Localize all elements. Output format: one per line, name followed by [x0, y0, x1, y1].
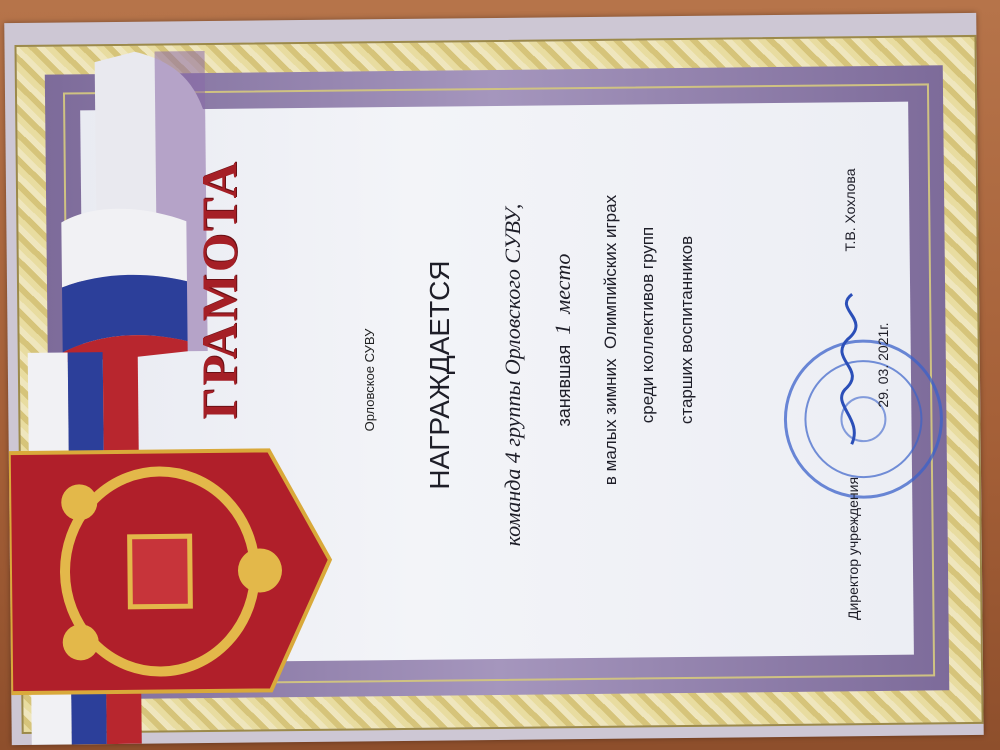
coat-of-arms-emblem [9, 440, 342, 733]
awarded-label: НАГРАЖДАЕТСЯ [424, 260, 455, 490]
award-date: 29. 03. 2021г. [875, 322, 891, 408]
eagle-center-shield-icon [130, 536, 191, 607]
organization-name: Орловское СУВУ [362, 328, 377, 432]
director-label: Директор учреждения [845, 476, 861, 620]
event-line-2: среди коллективов групп [638, 226, 657, 424]
place-value: 1 [550, 323, 575, 335]
certificate-heading: ГРАМОТА [191, 160, 247, 420]
place-prefix: занявшая [554, 344, 574, 427]
place-word: место [550, 253, 575, 314]
place-line [550, 210, 580, 470]
recipient-text: команда 4 группы Орловского СУВУ, [500, 203, 525, 547]
event-line-1: в малых зимних Олимпийских играх [601, 194, 620, 486]
certificate-sheet [4, 13, 984, 745]
event-line-3: старших воспитанников [677, 235, 696, 425]
director-name: Т.В. Хохлова [842, 168, 858, 252]
